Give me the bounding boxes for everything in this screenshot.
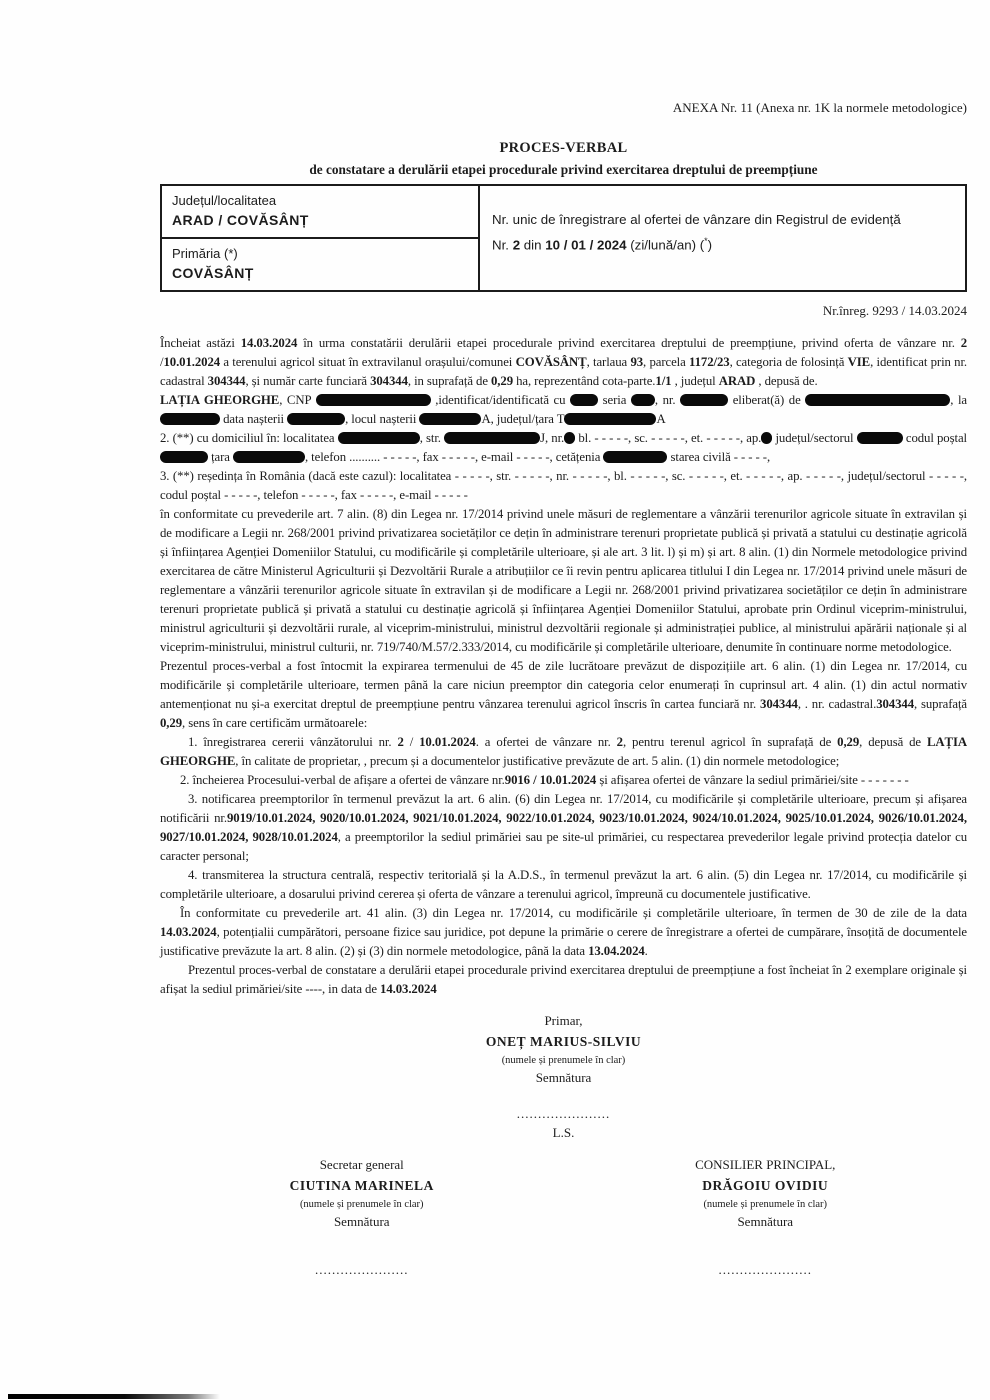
registry-number-label: Nr. unic de înregistrare al ofertei de vânzare din Registrul de evidență — [492, 212, 901, 227]
anexa-note: ANEXA Nr. 11 (Anexa nr. 1K la normele metodologice) — [672, 100, 967, 115]
redaction-bar — [160, 451, 208, 463]
body-paragraph: în conformitate cu prevederile art. 7 alin. (8) din Legea nr. 17/2014 privind unele măsuri de reglementare a vânzării terenurilor agricole situate în extravilan și de modificare a Legii nr. 268/2001 privind privatizarea societăților ce dețin în administrare terenuri proprietate publică și privată a statului cu destinație agricolă și înființarea Agenției Domeniilor Statului, cu modificările și completările ulterioare, și ale art. 3 lit. l) și m) și art. 8 alin. (1) din Normele metodologice privind exercitarea de către Ministerul Agriculturii și Dezvoltării Rurale a atribuțiilor ce îi revin pentru aplicarea titlului I din Legea nr. 17/2014 privind unele măsuri de reglementare a vânzării terenurilor agricole situate în extravilan și de modificare a Legii nr. 268/2001 privind privatizarea societăților ce dețin în administrare terenuri proprietate publică și privată a statului cu destinație agricolă și înființarea Agenției Domeniilor Statului, aprobate prin Ordinul viceprim-ministrului, ministrul agriculturii și dezvoltării rurale, al viceprim-ministrului, ministrul dezvoltării regionale și administrației publice, al ministrului apărării naționale și al viceprim-ministrului, ministrul culturii, nr. 719/740/M.57/2.333/2014, cu modificările și completările ulterioare, denumite în continuare norme metodologice. — [160, 507, 967, 654]
body-paragraph: 3. (**) reședința în România (dacă este cazul): localitatea - - - - -, str. - - - - -, nr. - - - - -, bl. - - - - -, sc. - - - - -, et. - - - - -, ap. - - - - -, județul/sectorul - - - - -, codul poștal - - - - -, telefon - - - - -, fax - - - - -, e-mail - - - - - — [160, 469, 967, 502]
primaria-label: Primăria (*) — [172, 246, 238, 261]
signature-dots: ...................... — [718, 1262, 812, 1277]
signature-role: CONSILIER PRINCIPAL, — [695, 1157, 836, 1172]
body-paragraph: Prezentul proces-verbal de constatare a derulării etapei procedurale privind exercitarea dreptului de preempțiune a fost încheiat în 2 exemplare originale și afișat la sediul primăriei/site ----, in data de 14.03.2024 — [160, 963, 967, 996]
redaction-bar — [316, 394, 431, 406]
redaction-bar — [287, 413, 345, 425]
redaction-bar — [233, 451, 305, 463]
redaction-bar — [160, 413, 220, 425]
signature-name: CIUTINA MARINELA — [289, 1178, 434, 1193]
redaction-bar — [338, 432, 420, 444]
document-body — [160, 334, 967, 999]
signature-label: Semnătura — [333, 1214, 390, 1229]
primaria-cell — [162, 239, 478, 290]
registry-number-cell — [480, 186, 965, 290]
signature-consilier — [564, 1157, 968, 1230]
signature-secretar — [160, 1157, 564, 1230]
signature-name: ONEȚ MARIUS-SILVIU — [485, 1034, 642, 1049]
page-title: PROCES-VERBAL — [499, 140, 628, 156]
judet-cell — [162, 186, 478, 239]
redaction-bar — [419, 413, 481, 425]
redaction-bar — [680, 394, 728, 406]
signature-role: Primar, — [544, 1013, 583, 1028]
registration-table — [160, 184, 967, 292]
primaria-value: COVĂSÂNȚ — [172, 265, 254, 281]
signature-role: Secretar general — [319, 1157, 404, 1172]
signature-name: DRĂGOIU OVIDIU — [702, 1178, 829, 1193]
redaction-bar — [603, 451, 667, 463]
redaction-bar — [444, 432, 540, 444]
redaction-bar — [570, 394, 598, 406]
page-subtitle: de constatare a derulării etapei procedurale privind exercitarea dreptului de preempțiune — [309, 162, 818, 177]
registry-number-value: Nr. 2 din 10 / 01 / 2024 (zi/lună/an) (*) — [492, 236, 713, 253]
judet-value: ARAD / COVĂSÂNȚ — [172, 212, 309, 228]
body-paragraph: 2. (**) cu domiciliul în: localitatea , str. J, nr. bl. - - - - -, sc. - - - - -, et. - - - - -, ap. județul/sectorul codul poștal țara , telefon .......... - - - - -, fax - - - - -, e-mail - - - - -, cetățenia starea civilă - - - - -, — [160, 431, 967, 464]
body-paragraph: În conformitate cu prevederile art. 41 alin. (3) din Legea nr. 17/2014, cu modificările și completările ulterioare, în termen de 30 de zile de la data 14.03.2024, potențialii cumpărători, persoane fizice sau juridice, pot depune la primărie o cerere de înregistrare a ofertei de cumpărare, însoțită de documentele justificative prevăzute la art. 8 alin. (2) și (3) din normele metodologice, până la data 13.04.2024. — [160, 906, 967, 958]
registration-note: Nr.înreg. 9293 / 14.03.2024 — [822, 303, 967, 318]
signature-note: (numele și prenumele în clar) — [703, 1199, 828, 1210]
redaction-bar — [564, 432, 575, 444]
redaction-bar — [805, 394, 950, 406]
redaction-bar — [564, 413, 656, 425]
signature-note: (numele și prenumele în clar) — [299, 1199, 424, 1210]
scan-artifact — [8, 1394, 220, 1399]
redaction-bar — [631, 394, 655, 406]
signature-dots: ...................... — [315, 1262, 409, 1277]
body-paragraph: 4. transmiterea la structura centrală, respectiv teritorială și la A.D.S., în termenul prevăzut la art. 6 alin. (5) din Legea nr. 17/2014, cu modificările și completările ulterioare, a dosarului privind cererea și oferta de vânzare a terenului agricol, împreună cu documentele justificative. — [160, 868, 967, 901]
signature-primar — [160, 1013, 967, 1141]
body-paragraph: Încheiat astăzi 14.03.2024 în urma constatării derulării etapei procedurale privind exercitarea dreptului de preempțiune, privind oferta de vânzare nr. 2 /10.01.2024 a terenului agricol situat în extravilanul orașului/comunei COVĂSÂNȚ, tarlaua 93, parcela 1172/23, categoria de folosință VIE, identificat prin nr. cadastral 304344, și număr carte funciară 304344, in suprafață de 0,29 ha, reprezentând cota-parte.1/1 , județul ARAD , depusă de. — [160, 336, 967, 388]
body-paragraph: 3. notificarea preemptorilor în termenul prevăzut la art. 6 alin. (6) din Legea nr. 17/2014, cu modificările și completările ulterioare, precum și afișarea notificării nr.9019/10.01.2024, 9020/10.01.2024, 9021/10.01.2024, 9022/10.01.2024, 9023/10.01.2024, 9024/10.01.2024, 9025/10.01.2024, 9026/10.01.2024, 9027/10.01.2024, 9028/10.01.2024, a preemptorilor la sediul primăriei sau pe site-ul primăriei, cu respectarea prevederilor legale privind protecția datelor cu caracter personal; — [160, 792, 968, 863]
body-paragraph: LAȚIA GHEORGHE, CNP ,identificat/identificată cu seria , nr. eliberat(ă) de , la data nașterii , locul nașterii A, județul/țara T A — [160, 393, 968, 426]
signature-label: Semnătura — [737, 1214, 794, 1229]
body-paragraph: 2. încheierea Procesului-verbal de afișare a ofertei de vânzare nr.9016 / 10.01.2024 și afișarea ofertei de vânzare la sediul primăriei/site - - - - - - - — [180, 773, 909, 787]
signature-label: Semnătura — [535, 1070, 592, 1085]
registration-table-left-column — [162, 186, 480, 290]
redaction-bar — [857, 432, 903, 444]
judet-label: Județul/localitatea — [172, 193, 277, 208]
redaction-bar — [761, 432, 772, 444]
signature-dots: ...................... — [516, 1106, 611, 1121]
ls-label: L.S. — [552, 1125, 575, 1140]
body-paragraph: 1. înregistrarea cererii vânzătorului nr. 2 / 10.01.2024. a ofertei de vânzare nr. 2, pentru terenul agricol în suprafață de 0,29, depusă de LAȚIA GHEORGHE, în calitate de proprietar, , precum și a documentelor justificative prevăzute de art. 5 alin. (1) din normele metodologice; — [160, 735, 967, 768]
signature-note: (numele și prenumele în clar) — [501, 1055, 626, 1066]
body-paragraph: Prezentul proces-verbal a fost întocmit la expirarea termenului de 45 de zile lucrătoare prevăzut de dispozițiile art. 6 alin. (1) din Legea nr. 17/2014, cu modificările și completările ulterioare, termen până la care niciun preemptor din categoria celor enumerați în cuprinsul art. 4 alin. (1) din actul normativ antemenționat nu și-a exercitat dreptul de preempțiune pentru vânzarea terenului agricol înscris în cartea funciară nr. 304344, . nr. cadastral.304344, suprafață 0,29, sens în care certificăm următoarele: — [160, 659, 967, 730]
